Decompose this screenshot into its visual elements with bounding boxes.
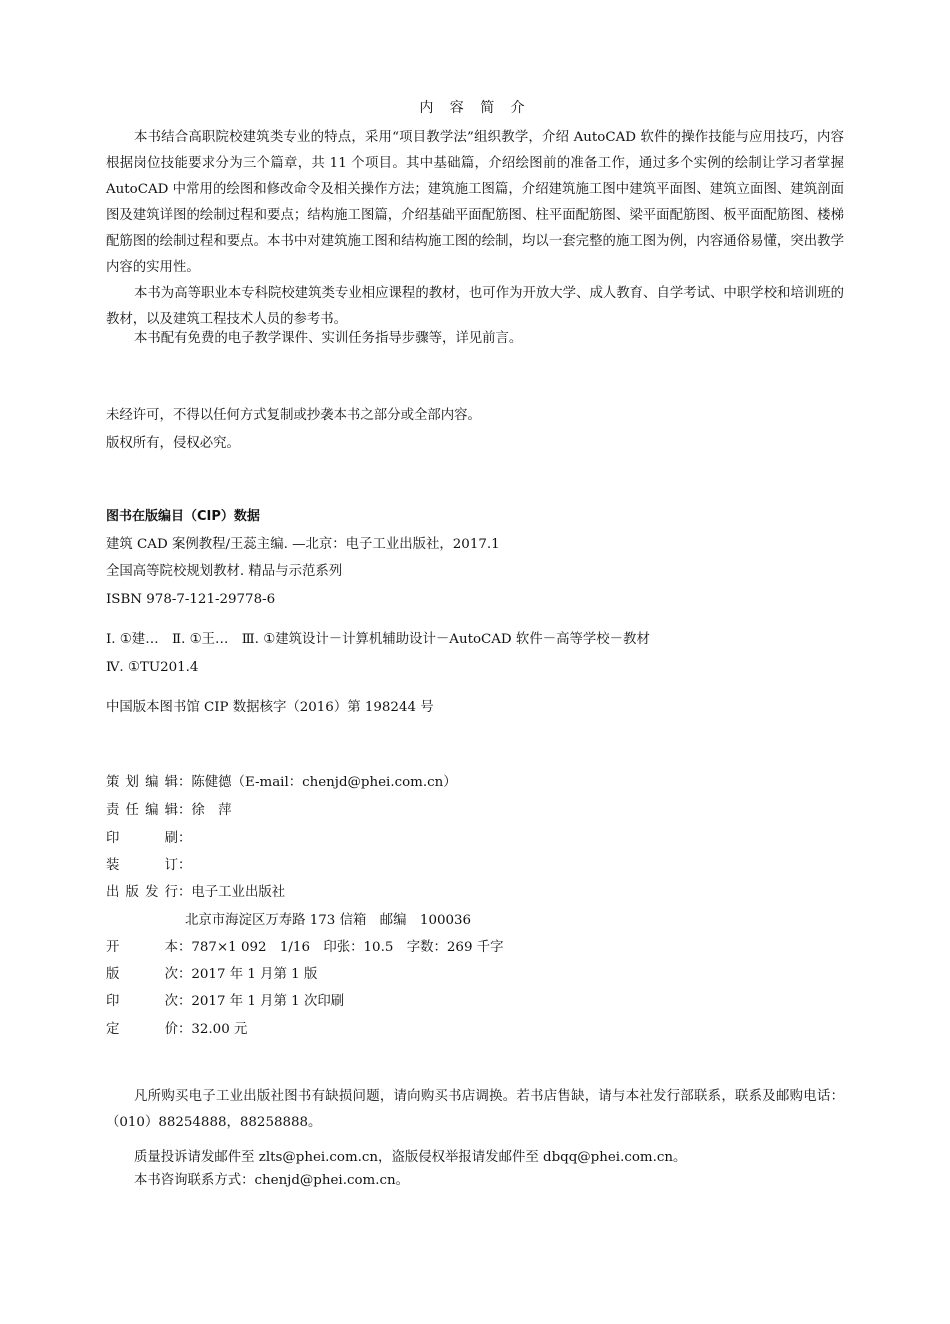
binding-label: 装 订 [106,858,178,873]
responsible-editor-row: 责任编辑：徐 萍 [106,801,232,821]
impression-label: 印 次 [106,994,178,1009]
contact-notice: 本书咨询联系方式：chenjd@phei.com.cn。 [134,1173,409,1188]
cip-series: 全国高等院校规划教材. 精品与示范系列 [106,564,343,579]
copyright-rights: 版权所有，侵权必究。 [106,436,240,451]
planning-editor-value: 陈健德（E-mail：chenjd@phei.com.cn） [191,775,457,790]
edition-label: 版 次 [106,967,178,982]
format-label: 开 本 [106,940,178,955]
cip-approval: 中国版本图书馆 CIP 数据核字（2016）第 198244 号 [106,700,434,715]
publisher-row: 出版发行：电子工业出版社 [106,883,285,903]
planning-editor-row: 策划编辑：陈健德（E-mail：chenjd@phei.com.cn） [106,773,457,793]
impression-row: 印 次：2017 年 1 月第 1 次印刷 [106,992,344,1012]
format-value: 787×1 092 1/16 印张：10.5 字数：269 千字 [191,940,504,955]
printing-row: 印 刷： [106,829,191,849]
cip-classification: Ⅳ. ①TU201.4 [106,660,199,675]
edition-value: 2017 年 1 月第 1 版 [191,967,318,982]
format-row: 开 本：787×1 092 1/16 印张：10.5 字数：269 千字 [106,938,504,958]
cip-isbn: ISBN 978-7-121-29778-6 [106,592,276,607]
summary-paragraph-2: 本书为高等职业本专科院校建筑类专业相应课程的教材，也可作为开放大学、成人教育、自学考试、中职学校和培训班的教材，以及建筑工程技术人员的参考书。 [106,286,844,327]
responsible-editor-value: 徐 萍 [191,803,232,818]
edition-row: 版 次：2017 年 1 月第 1 版 [106,965,317,985]
cip-heading: 图书在版编目（CIP）数据 [106,509,260,524]
publisher-value: 电子工业出版社 [191,885,286,900]
cip-subjects: Ⅰ. ①建… Ⅱ. ①王… Ⅲ. ①建筑设计－计算机辅助设计－AutoCAD 软件－高等学校－教材 [106,632,650,647]
printing-label: 印 刷 [106,831,178,846]
summary-paragraph-1: 本书结合高职院校建筑类专业的特点，采用“项目教学法”组织教学，介绍 AutoCAD 软件的操作技能与应用技巧，内容根据岗位技能要求分为三个篇章，共 11 个项目。其中基础篇，介绍绘图前的准备工作，通过多个实例的绘制让学习者掌握 AutoCAD 中常用的绘图和修改命令及相关操作方法；建筑施工图篇，介绍建筑施工图中建筑平面图、建筑立面图、建筑剖面图及建筑详图的绘制过程和要点；结构施工图篇，介绍基础平面配筋图、柱平面配筋图、梁平面配筋图、板平面配筋图、楼梯配筋图的绘制过程和要点。本书中对建筑施工图和结构施工图的绘制，均以一套完整的施工图为例，内容通俗易懂，突出教学内容的实用性。 [106,130,844,275]
impression-value: 2017 年 1 月第 1 次印刷 [191,994,345,1009]
price-label: 定 价 [106,1022,178,1037]
planning-editor-label: 策划编辑 [106,775,178,790]
publisher-address: 北京市海淀区万寿路 173 信箱 邮编 100036 [185,913,472,928]
binding-row: 装 订： [106,856,191,876]
returns-notice: 凡所购买电子工业出版社图书有缺损问题，请向购买书店调换。若书店售缺，请与本社发行部联系，联系及邮购电话：（010）88254888，88258888。 [106,1089,844,1130]
copyright-notice: 未经许可，不得以任何方式复制或抄袭本书之部分或全部内容。 [106,408,481,423]
price-value: 32.00 元 [191,1022,248,1037]
price-row: 定 价：32.00 元 [106,1020,247,1040]
summary-title: 内 容 简 介 [419,100,531,116]
publisher-label: 出版发行 [106,885,178,900]
summary-paragraph-3: 本书配有免费的电子教学课件、实训任务指导步骤等，详见前言。 [134,331,523,346]
cip-entry: 建筑 CAD 案例教程/王蕊主编. —北京：电子工业出版社，2017.1 [106,537,500,552]
complaints-notice: 质量投诉请发邮件至 zlts@phei.com.cn，盗版侵权举报请发邮件至 dbqq@phei.com.cn。 [134,1150,687,1165]
responsible-editor-label: 责任编辑 [106,803,178,818]
